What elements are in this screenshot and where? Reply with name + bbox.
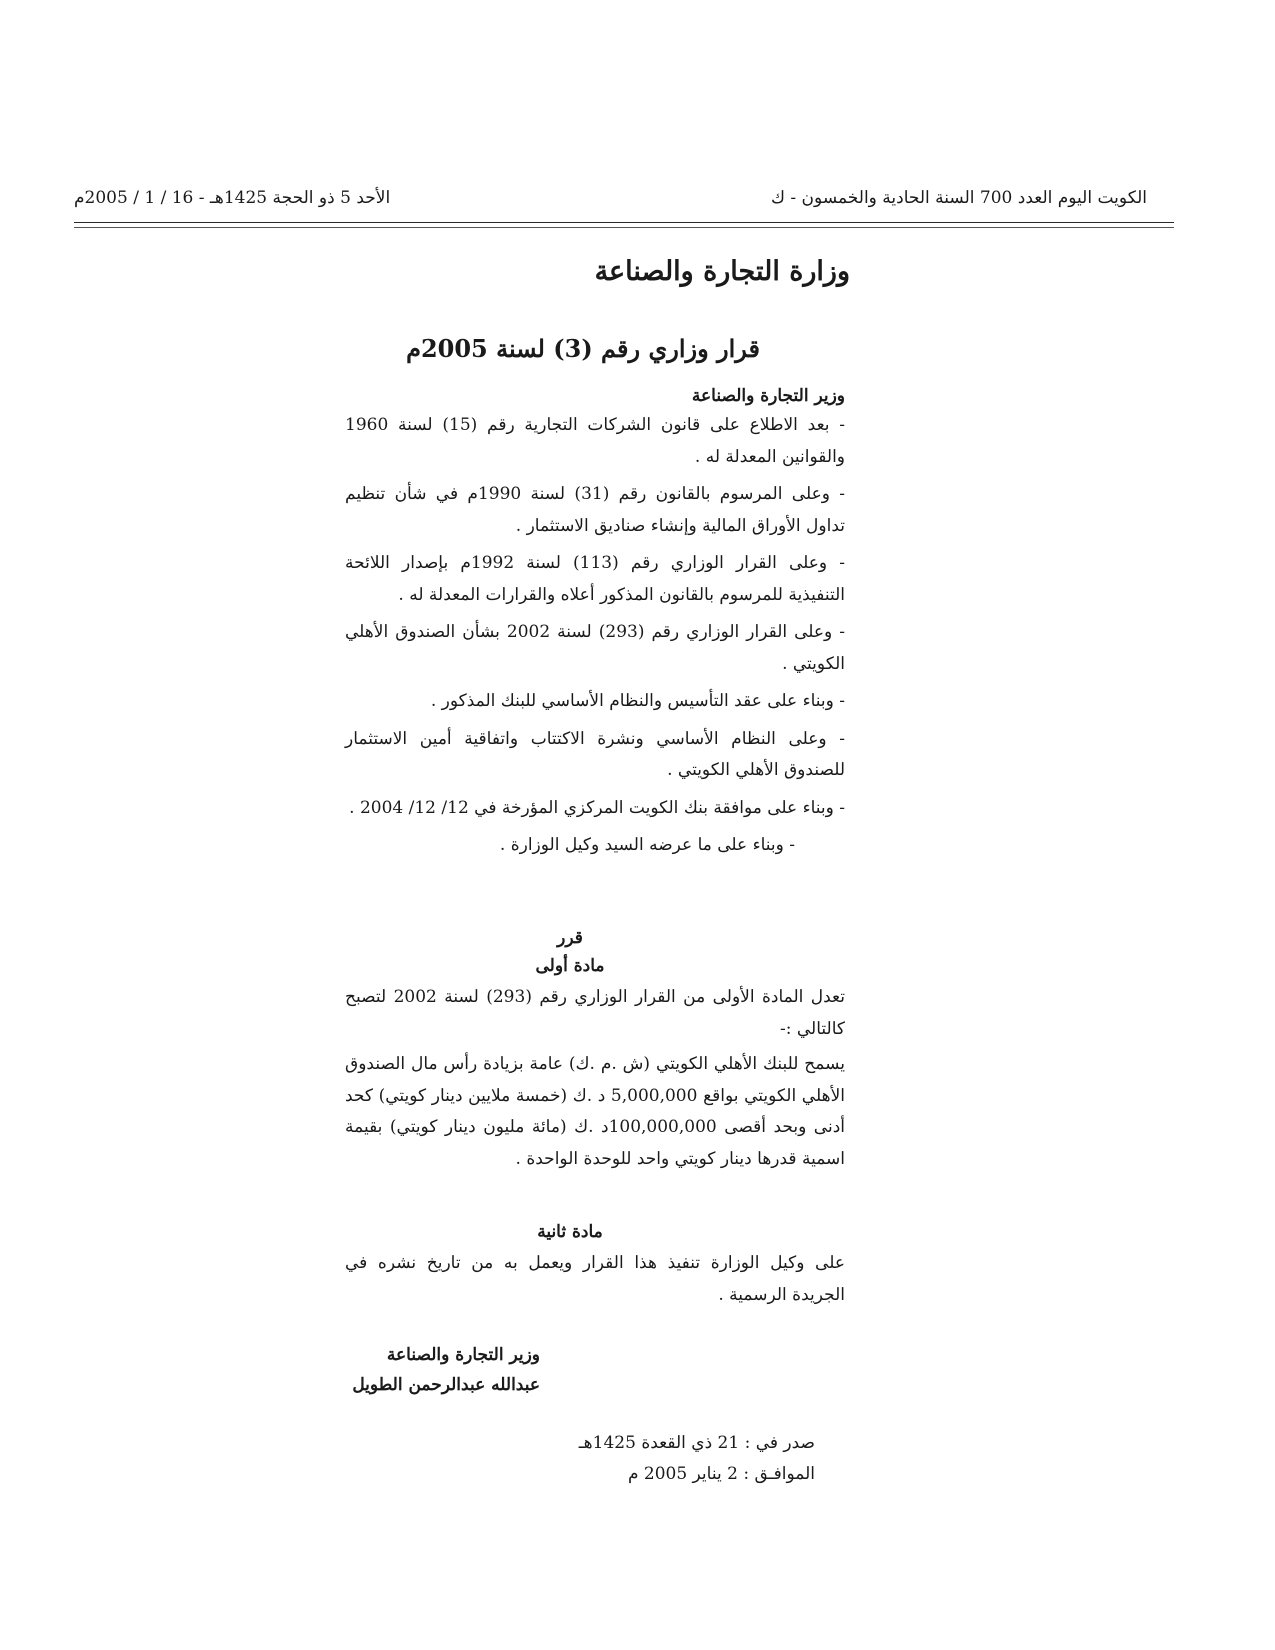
preamble-item: - وعلى النظام الأساسي ونشرة الاكتتاب واتفاقية أمين الاستثمار للصندوق الأهلي الكويتي .	[345, 728, 845, 780]
preamble-section	[345, 386, 845, 868]
article2-body: على وكيل الوزارة تنفيذ هذا القرار ويعمل به من تاريخ نشره في الجريدة الرسمية .	[345, 1253, 845, 1305]
article2-section	[345, 1248, 845, 1317]
article2-heading: مادة ثانية	[537, 1222, 603, 1242]
issue-date-gregorian: الموافـق : 2 يناير 2005 م	[627, 1464, 815, 1484]
signatory-title: وزير التجارة والصناعة	[386, 1345, 540, 1365]
article1-intro: تعدل المادة الأولى من القرار الوزاري رقم (293) لسنة 2002 لتصبح كالتالي :-	[345, 987, 845, 1039]
preamble-item: - وعلى القرار الوزاري رقم (293) لسنة 2002 بشأن الصندوق الأهلي الكويتي .	[345, 622, 846, 674]
running-header-publication: الكويت اليوم العدد 700 السنة الحادية والخمسون - ك	[770, 188, 1147, 208]
preamble-item: - وبناء على ما عرضه السيد وكيل الوزارة .	[499, 835, 795, 855]
running-header-date: الأحد 5 ذو الحجة 1425هـ - 16 / 1 / 2005م	[74, 188, 391, 208]
preamble-item: - وعلى القرار الوزاري رقم (113) لسنة 1992م بإصدار اللائحة التنفيذية للمرسوم بالقانون المذكور أعلاه والقرارات المعدلة له .	[345, 553, 845, 605]
header-rule-thin	[74, 227, 1174, 228]
ministry-heading: وزارة التجارة والصناعة	[594, 256, 850, 287]
issue-date-hijri: صدر في : 21 ذي القعدة 1425هـ	[578, 1433, 815, 1453]
preamble-item: - وعلى المرسوم بالقانون رقم (31) لسنة 1990م في شأن تنظيم تداول الأوراق المالية وإنشاء صناديق الاستثمار .	[345, 484, 845, 536]
preamble-item: - بعد الاطلاع على قانون الشركات التجارية رقم (15) لسنة 1960 والقوانين المعدلة له .	[345, 415, 846, 467]
preamble-item: - وبناء على موافقة بنك الكويت المركزي المؤرخة في 12/ 12/ 2004 .	[349, 797, 845, 818]
preamble-item: - وبناء على عقد التأسيس والنظام الأساسي للبنك المذكور .	[430, 691, 845, 711]
decree-title: قرار وزاري رقم (3) لسنة 2005م	[406, 334, 760, 363]
preamble-heading: وزير التجارة والصناعة	[691, 386, 845, 406]
article1-body: يسمح للبنك الأهلي الكويتي (ش .م .ك) عامة بزيادة رأس مال الصندوق الأهلي الكويتي بواقع 5,000,000 د .ك (خمسة ملايين دينار كويتي) كحد أدنى وبحد أقصى 100,000,000د .ك (مائة مليون دينار كويتي) بقيمة اسمية قدرها دينار كويتي واحد للوحدة الواحدة .	[345, 1054, 845, 1169]
header-rule	[74, 222, 1174, 223]
decided-heading: قرر	[557, 928, 583, 948]
signatory-name: عبدالله عبدالرحمن الطويل	[352, 1375, 540, 1395]
article1-heading: مادة أولى	[535, 956, 605, 976]
article1-section	[345, 982, 845, 1181]
